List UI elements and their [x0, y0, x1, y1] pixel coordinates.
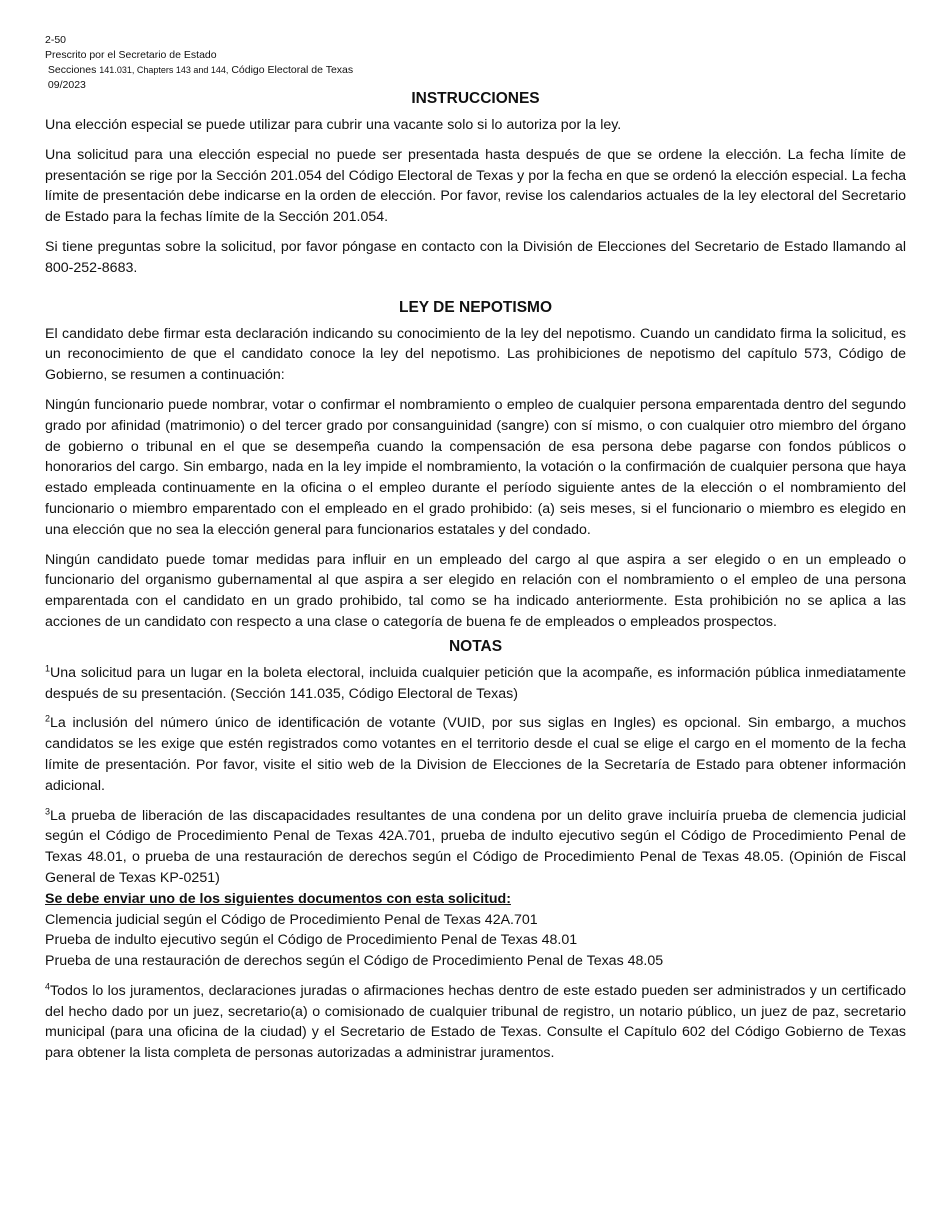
nepotism-paragraph-2: Ningún funcionario puede nombrar, votar o confirmar el nombramiento o empleo de cualquier persona emparentada dentro del segundo grado por afinidad (matrimonio) o del tercer grado por consanguinidad (sangre) con sí mismo, o con cualquier otro miembro del órgano de gobierno o tribunal en el que se desempeña cuando la compensación de esa persona debe pagarse con fondos públicos o honorarios del cargo. Sin embargo, nada en la ley impide el nombramiento, la votación o la confirmación de cualquier persona que haya estado empleada continuamente en la oficina o el empleo durante el período siguiente antes de la elección o el nombramiento del funcionario o miembro emparentado con el empleado en el grado prohibido: (a) seis meses, si el funcionario o miembro es elegido en una elección que no sea la elección general para funcionarios estatales y del condado. [45, 396, 906, 538]
nepotism-heading: LEY DE NEPOTISMO [398, 298, 553, 316]
instructions-paragraph-3: Si tiene preguntas sobre la solicitud, por favor póngase en contacto con la División de Elecciones del Secretario de Estado llamando al 800-252-8683. [45, 238, 906, 276]
instructions-paragraph-2: Una solicitud para una elección especial no puede ser presentada hasta después de que se ordene la elección. La fecha límite de presentación se rige por la Sección 201.054 del Código Electoral de Texas y por la fecha en que se ordenó la elección especial. La fecha límite de presentación debe indicarse en la orden de elección. Por favor, revise los calendarios actuales de la ley electoral del Secretario de Estado para la fechas límite de la Sección 201.054. [45, 146, 907, 226]
prescribed-by: Prescrito por el Secretario de Estado [45, 49, 217, 61]
required-document-item: Prueba de una restauración de derechos según el Código de Procedimiento Penal de Texas 48.05 [45, 953, 664, 970]
note-1-marker: 1 [45, 663, 51, 673]
required-document-item: Prueba de indulto ejecutivo según el Código de Procedimiento Penal de Texas 48.01 [45, 932, 578, 949]
form-header [45, 33, 906, 93]
note-1: $^1$Una solicitud para un lugar en la boleta electoral, incluida cualquier petición que la acompañe, es información pública inmediatamente después de su presentación. (Sección 141.035, Código Electoral de Texas) [45, 663, 906, 702]
document-page [45, 33, 906, 1064]
required-documents-heading: Se debe enviar uno de los siguientes documentos con esta solicitud: [45, 890, 511, 907]
note-4-marker: 4 [45, 981, 51, 992]
note-2: $^2$La inclusión del número único de identificación de votante (VUID, por sus siglas en Ingles) es opcional. Sin embargo, a muchos candidatos se les exige que estén registrados como votantes en el territorio desde el cual se elige el cargo en el momento de la fecha límite de presentación. Por favor, visite el sitio web de la Division de Elecciones de la Secretaría de Estado para obtener información adicional. [45, 713, 906, 794]
note-3-marker: 3 [45, 805, 51, 816]
note-4: $^4$Todos lo los juramentos, declaraciones juradas o afirmaciones hechas dentro de este estado pueden ser administrados y un certificado del hecho dado por un juez, secretario(a) o comisionado de cualquier tribunal de registro, un notario público, un juez de paz, secretario municipal (para una oficina de la ciudad) y el Secretario de Estado de Texas. Consulte el Capítulo 602 del Código Gobierno de Texas para obtener la lista completa de personas autorizadas a administrar juramentos. [45, 981, 906, 1062]
nepotism-paragraph-3: Ningún candidato puede tomar medidas para influir en un empleado del cargo al que aspira a ser elegido o en un empleado o funcionario del organismo gubernamental al que aspira a ser elegido en relación con el nombramiento o el empleo de una persona emparentada con el candidato en un grado prohibido, tal como se ha indicado anteriormente. Esta prohibición no se aplica a las acciones de un candidato con respecto a una clase o categoría de buena fe de empleados o empleados prospectos. [45, 551, 906, 630]
note-3: $^3$La prueba de liberación de las discapacidades resultantes de una condena por un delito grave incluiría prueba de clemencia judicial según el Código de Procedimiento Penal de Texas 42A.701, prueba de indulto ejecutivo según el Código de Procedimiento Penal de Texas 48.01, o prueba de una restauración de derechos según el Código de Procedimiento Penal de Texas 48.05. (Opinión de Fiscal General de Texas KP-0251) [45, 805, 906, 886]
required-document-item: Clemencia judicial según el Código de Procedimiento Penal de Texas 42A.701 [45, 911, 538, 928]
notes-heading: NOTAS [448, 637, 503, 655]
form-number: 2-50 [45, 34, 67, 46]
form-date: 09/2023 [47, 79, 86, 91]
instructions-paragraph-1: Una elección especial se puede utilizar para cubrir una vacante solo si lo autoriza por la ley. [45, 117, 622, 133]
nepotism-paragraph-1: El candidato debe firmar esta declaración indicando su conocimiento de la ley del nepotismo. Cuando un candidato firma la solicitud, es un reconocimiento de que el candidato conoce la ley del nepotismo. Las prohibiciones de nepotismo del capítulo 573, Código de Gobierno, se resumen a continuación: [45, 325, 906, 384]
instructions-heading: INSTRUCCIONES [411, 90, 540, 107]
note-2-marker: 2 [45, 713, 51, 724]
sections-reference: Secciones 141.031, Chapters 143 and 144, Código Electoral de Texas [47, 64, 354, 76]
